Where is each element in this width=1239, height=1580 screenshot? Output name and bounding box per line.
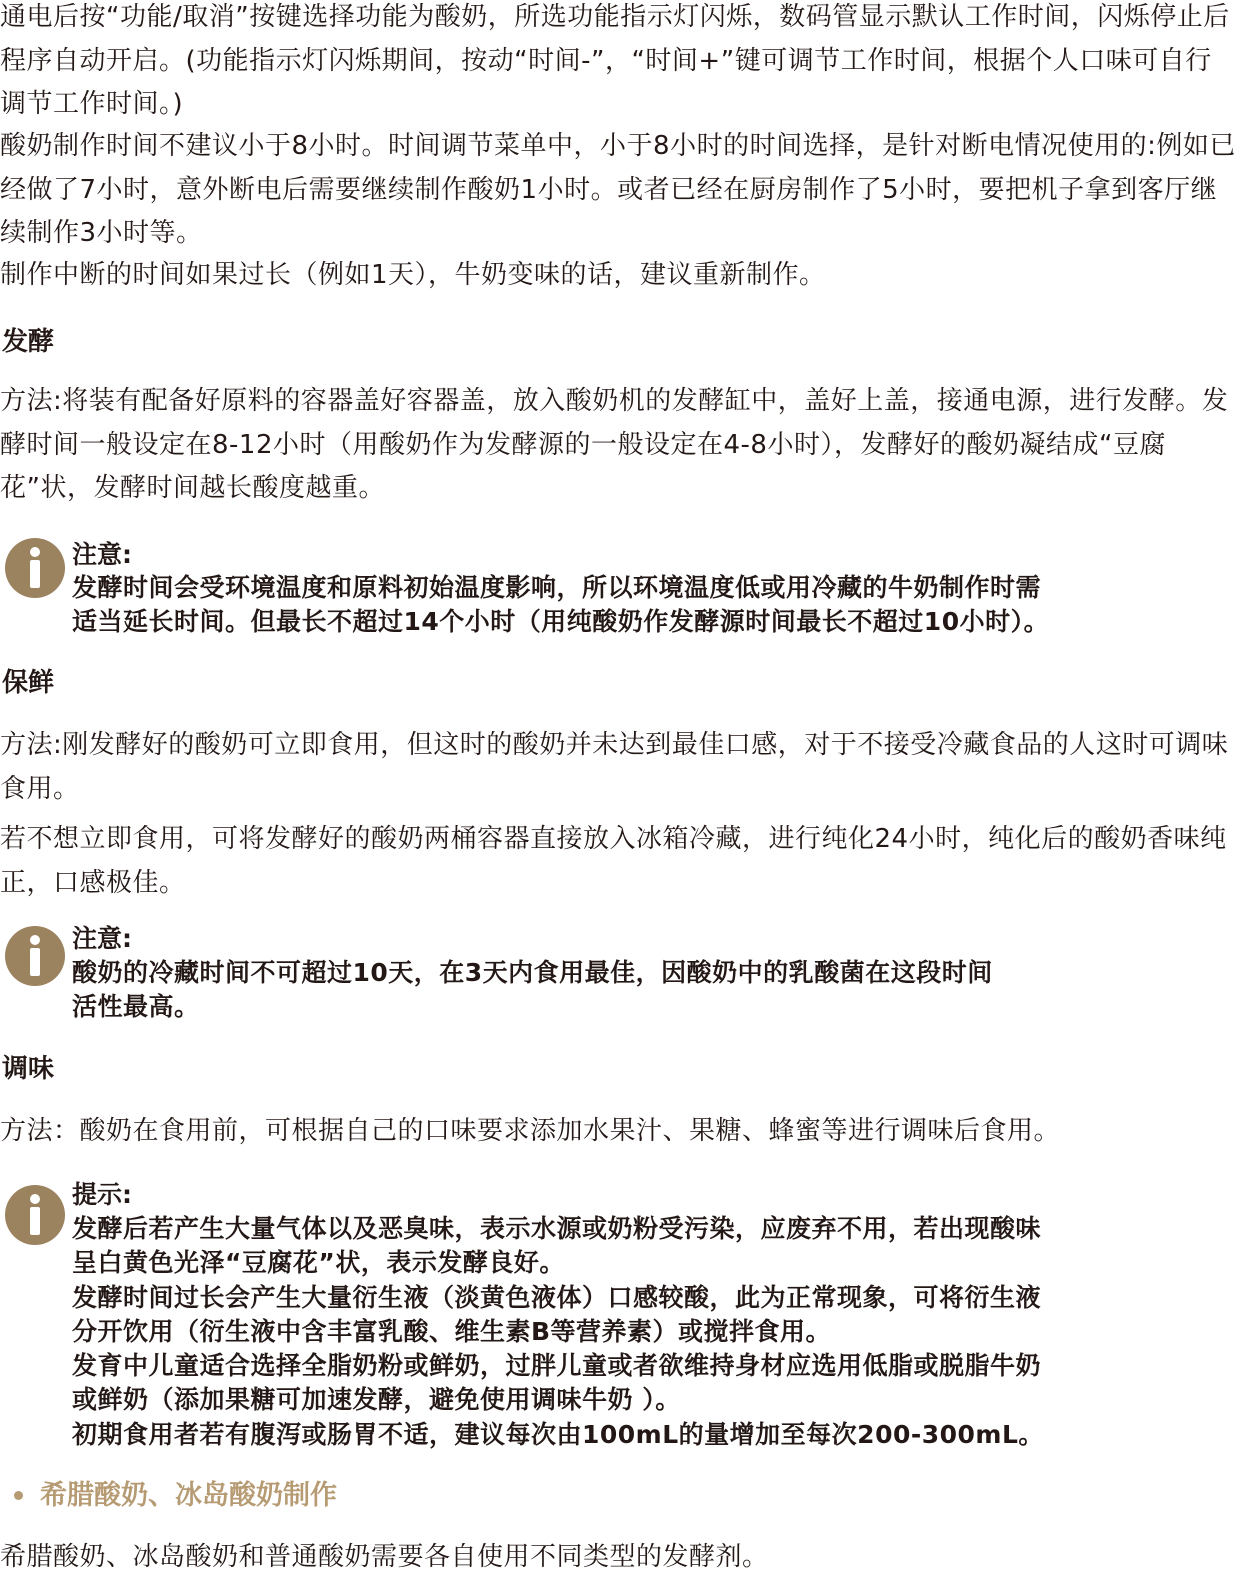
season-tip-title: 提示: [72, 1180, 132, 1209]
season-tip-line: 发酵后若产生大量气体以及恶臭味，表示水源或奶粉受污染，应废弃不用，若出现酸味 [72, 1214, 1042, 1243]
info-icon [5, 538, 65, 598]
intro-paragraph-3: 制作中断的时间如果过长（例如1天），牛奶变味的话，建议重新制作。 [0, 260, 826, 290]
preserve-heading: 保鲜 [2, 668, 55, 698]
season-tip-line: 或鲜奶（添加果糖可加速发酵，避免使用调味牛奶 ）。 [72, 1385, 681, 1415]
intro-paragraph-2: 酸奶制作时间不建议小于8小时。时间调节菜单中，小于8小时的时间选择，是针对断电情况使用的:例如已经做了7小时，意外断电后需要继续制作酸奶1小时。或者已经在厨房制作了5小时，要把机子拿到客厅继续制作3小时等。 [0, 131, 1236, 248]
bullet-dot [14, 1491, 23, 1500]
info-icon [5, 926, 65, 986]
season-tip-line: 发育中儿童适合选择全脂奶粉或鲜奶，过胖儿童或者欲维持身材应选用低脂或脱脂牛奶 [72, 1351, 1042, 1381]
ferment-note-line: 适当延长时间。但最长不超过14个小时（用纯酸奶作发酵源时间最长不超过10小时）。 [72, 607, 1050, 637]
greek-yogurt-title: 希腊酸奶、冰岛酸奶制作 [40, 1480, 337, 1511]
preserve-note-line: 活性最高。 [72, 992, 200, 1022]
season-method: 方法：酸奶在食用前，可根据自己的口味要求添加水果汁、果糖、蜂蜜等进行调味后食用。 [0, 1116, 1061, 1146]
ferment-note-lines [72, 571, 1236, 640]
preserve-method: 方法:刚发酵好的酸奶可立即食用，但这时的酸奶并未达到最佳口感，对于不接受冷藏食品的人这时可调味食用。 [0, 730, 1229, 804]
season-tip-line: 初期食用者若有腹泻或肠胃不适，建议每次由100mL的量增加至每次200-300mL。 [72, 1419, 1044, 1449]
season-tip-line: 呈白黄色光泽“豆腐花”状，表示发酵良好。 [72, 1248, 565, 1278]
season-tip-lines [72, 1212, 1236, 1452]
ferment-note-line: 发酵时间会受环境温度和原料初始温度影响，所以环境温度低或用冷藏的牛奶制作时需 [72, 573, 1042, 602]
preserve-paragraph-2: 若不想立即食用，可将发酵好的酸奶两桶容器直接放入冰箱冷藏，进行纯化24小时，纯化后的酸奶香味纯正，口感极佳。 [0, 824, 1227, 898]
preserve-note-lines [72, 956, 1236, 1025]
ferment-heading: 发酵 [2, 327, 55, 357]
info-icon [5, 1185, 65, 1245]
preserve-note-title: 注意: [72, 924, 132, 953]
intro-paragraph-1: 通电后按“功能/取消”按键选择功能为酸奶，所选功能指示灯闪烁，数码管显示默认工作时间，闪烁停止后程序自动开启。(功能指示灯闪烁期间，按动“时间-”，“时间+”键可调节工作时间，根据个人口味可自行调节工作时间。) [0, 2, 1230, 119]
ferment-note-title: 注意: [72, 540, 132, 569]
season-heading: 调味 [2, 1054, 55, 1084]
ferment-method: 方法:将装有配备好原料的容器盖好容器盖，放入酸奶机的发酵缸中，盖好上盖，接通电源，进行发酵。发酵时间一般设定在8-12小时（用酸奶作为发酵源的一般设定在4-8小时），发酵好的酸奶凝结成“豆腐花”状，发酵时间越长酸度越重。 [0, 386, 1229, 503]
season-tip-line: 分开饮用（衍生液中含丰富乳酸、维生素B等营养素）或搅拌食用。 [72, 1316, 832, 1346]
preserve-note-line: 酸奶的冷藏时间不可超过10天，在3天内食用最佳，因酸奶中的乳酸菌在这段时间 [72, 958, 993, 987]
season-tip-line: 发酵时间过长会产生大量衍生液（淡黄色液体）口感较酸，此为正常现象，可将衍生液 [72, 1282, 1042, 1312]
greek-paragraph-1: 希腊酸奶、冰岛酸奶和普通酸奶需要各自使用不同类型的发酵剂。 [0, 1542, 769, 1572]
